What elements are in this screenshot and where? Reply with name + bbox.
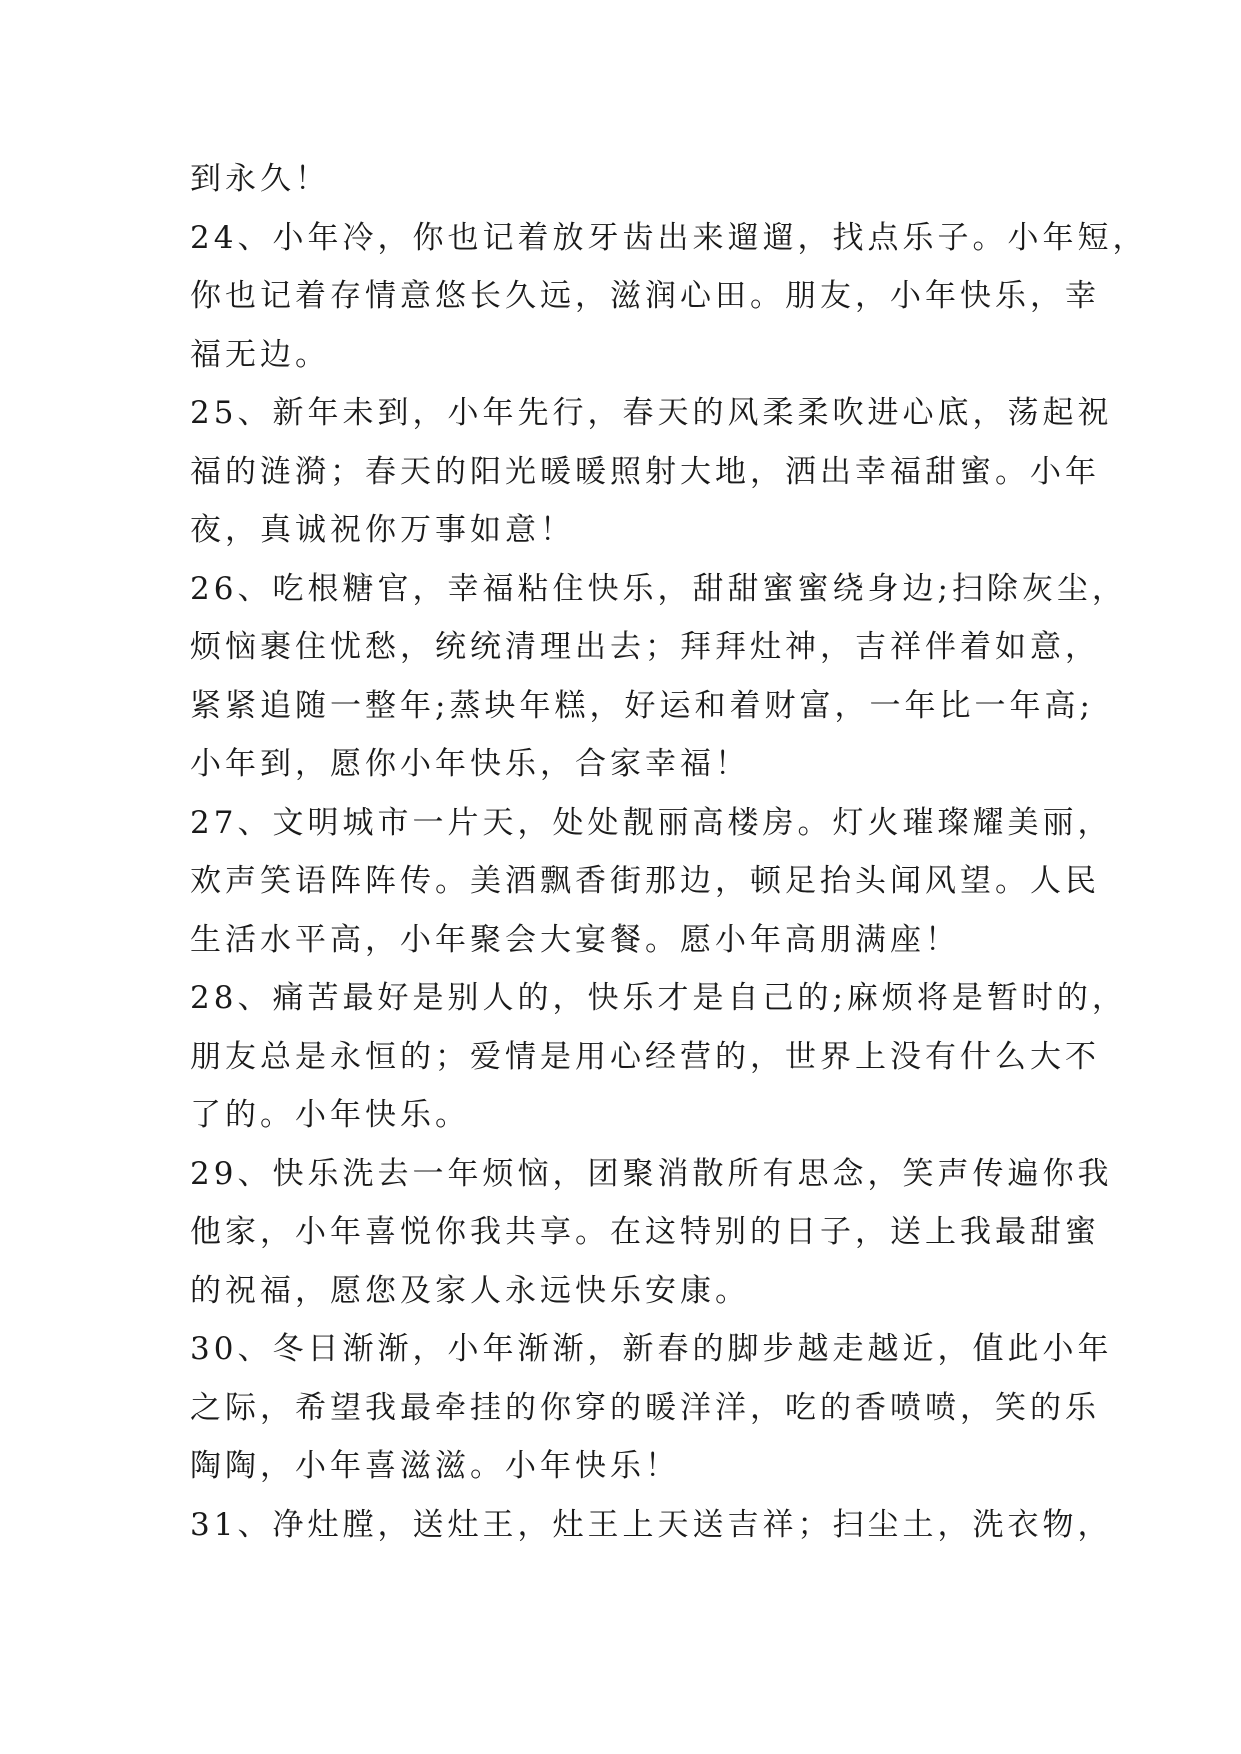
text-line: 27、文明城市一片天，处处靓丽高楼房。灯火璀璨耀美丽， xyxy=(190,804,1113,841)
text-line: 到永久！ xyxy=(190,161,330,197)
text-line: 生活水平高，小年聚会大宴餐。愿小年高朋满座！ xyxy=(190,921,960,958)
text-line: 26、吃根糖官，幸福粘住快乐，甜甜蜜蜜绕身边;扫除灰尘， xyxy=(190,570,1127,607)
text-line: 你也记着存情意悠长久远，滋润心田。朋友，小年快乐，幸 xyxy=(190,278,1100,314)
text-line: 烦恼裹住忧愁，统统清理出去；拜拜灶神，吉祥伴着如意， xyxy=(190,629,1100,665)
text-line: 福无边。 xyxy=(190,336,330,373)
text-line: 欢声笑语阵阵传。美酒飘香街那边，顿足抬头闻风望。人民 xyxy=(190,863,1100,899)
text-line: 福的涟漪；春天的阳光暖暖照射大地，洒出幸福甜蜜。小年 xyxy=(190,453,1100,490)
body-text xyxy=(190,150,1148,1554)
text-line: 了的。小年快乐。 xyxy=(190,1097,470,1133)
text-line: 24、小年冷，你也记着放牙齿出来遛遛，找点乐子。小年短， xyxy=(190,219,1148,256)
text-line: 之际，希望我最牵挂的你穿的暖洋洋，吃的香喷喷，笑的乐 xyxy=(190,1389,1100,1426)
text-line: 他家，小年喜悦你我共享。在这特别的日子，送上我最甜蜜 xyxy=(190,1214,1100,1250)
text-line: 紧紧追随一整年;蒸块年糕，好运和着财富，一年比一年高; xyxy=(190,687,1094,724)
text-line: 30、冬日渐渐，小年渐渐，新春的脚步越走越近，值此小年 xyxy=(190,1331,1113,1367)
text-line: 陶陶，小年喜滋滋。小年快乐！ xyxy=(190,1448,680,1484)
text-line: 夜，真诚祝你万事如意！ xyxy=(190,512,575,548)
text-line: 朋友总是永恒的；爱情是用心经营的，世界上没有什么大不 xyxy=(190,1038,1100,1075)
text-line: 29、快乐洗去一年烦恼，团聚消散所有思念，笑声传遍你我 xyxy=(190,1155,1113,1192)
text-line: 25、新年未到，小年先行，春天的风柔柔吹进心底，荡起祝 xyxy=(190,395,1113,431)
text-line: 28、痛苦最好是别人的，快乐才是自己的;麻烦将是暂时的， xyxy=(190,980,1127,1016)
text-line: 小年到，愿你小年快乐，合家幸福！ xyxy=(190,746,750,782)
text-line: 31、净灶膛，送灶王，灶王上天送吉祥；扫尘土，洗衣物， xyxy=(190,1506,1113,1543)
text-line: 的祝福，愿您及家人永远快乐安康。 xyxy=(190,1272,750,1309)
